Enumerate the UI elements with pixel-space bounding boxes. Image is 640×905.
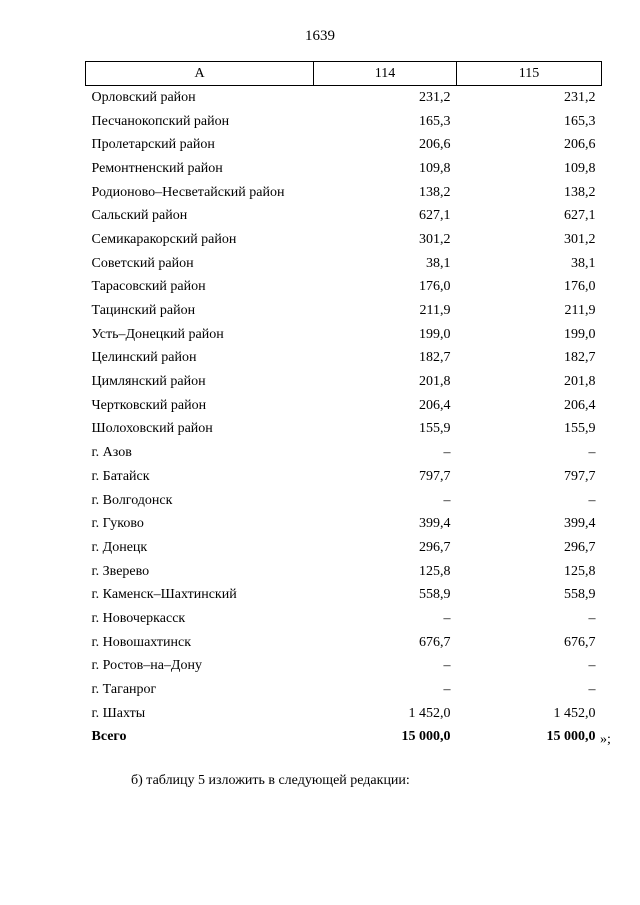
row-name: г. Гуково <box>91 516 144 532</box>
instruction-text: б) таблицу 5 изложить в следующей редакции: <box>131 773 410 788</box>
row-value-114: 1 452,0 <box>408 705 451 721</box>
table-row <box>86 228 602 252</box>
table-row <box>86 299 602 323</box>
table-row <box>86 489 602 513</box>
row-name: Советский район <box>91 255 194 271</box>
row-value-115: 165,3 <box>564 113 596 129</box>
row-value-115: 676,7 <box>564 634 596 650</box>
row-name: г. Волгодонск <box>91 492 173 508</box>
row-value-114: 109,8 <box>419 160 451 176</box>
row-value-115: 199,0 <box>564 326 596 342</box>
row-value-114: – <box>443 658 451 674</box>
table-row <box>86 702 602 726</box>
row-value-115: 627,1 <box>564 208 596 224</box>
table-row <box>86 441 602 465</box>
total-label: Всего <box>91 729 127 745</box>
row-name: Песчанокопский район <box>91 113 230 129</box>
row-name: Шолоховский район <box>91 421 213 437</box>
row-value-114: 211,9 <box>419 303 451 319</box>
row-name: г. Каменск–Шахтинский <box>91 587 237 603</box>
table-row <box>86 631 602 655</box>
page-number: 1639 <box>305 28 335 44</box>
total-value-115: 15 000,0 <box>546 729 596 745</box>
row-value-114: 301,2 <box>419 231 451 247</box>
row-name: Орловский район <box>91 89 196 105</box>
table-row <box>86 347 602 371</box>
row-name: г. Донецк <box>91 539 148 555</box>
row-value-115: 38,1 <box>571 255 596 271</box>
row-value-114: 165,3 <box>419 113 451 129</box>
row-value-115: – <box>588 492 596 508</box>
table-row <box>86 536 602 560</box>
row-value-115: 201,8 <box>564 374 596 390</box>
row-value-115: 211,9 <box>564 303 596 319</box>
row-name: Ремонтненский район <box>91 160 223 176</box>
row-value-114: 676,7 <box>419 634 451 650</box>
row-name: г. Азов <box>91 445 132 461</box>
row-value-114: 797,7 <box>419 468 451 484</box>
table-row <box>86 181 602 205</box>
row-value-115: 206,4 <box>564 397 596 413</box>
table-body <box>86 86 602 750</box>
column-header-a: А <box>86 62 314 86</box>
table-row <box>86 370 602 394</box>
row-value-114: 206,4 <box>419 397 451 413</box>
table-row <box>86 465 602 489</box>
row-name: г. Новочеркасск <box>91 610 186 626</box>
total-row <box>86 726 602 750</box>
table-row <box>86 133 602 157</box>
row-name: Цимлянский район <box>91 374 206 390</box>
row-name: Тацинский район <box>91 303 196 319</box>
row-value-115: 301,2 <box>564 231 596 247</box>
row-value-115: 296,7 <box>564 539 596 555</box>
row-value-114: – <box>443 492 451 508</box>
row-name: Сальский район <box>91 208 188 224</box>
row-value-115: 206,6 <box>564 137 596 153</box>
table-row <box>86 323 602 347</box>
table-row <box>86 252 602 276</box>
row-value-114: – <box>443 445 451 461</box>
table-row <box>86 607 602 631</box>
table-row <box>86 157 602 181</box>
row-value-114: 182,7 <box>419 350 451 366</box>
row-value-114: 627,1 <box>419 208 451 224</box>
row-value-115: 109,8 <box>564 160 596 176</box>
table-row <box>86 204 602 228</box>
row-value-114: 176,0 <box>419 279 451 295</box>
closing-quote: »; <box>600 732 611 747</box>
row-name: г. Новошахтинск <box>91 634 192 650</box>
row-name: Чертковский район <box>91 397 207 413</box>
row-value-115: 138,2 <box>564 184 596 200</box>
row-name: Родионово–Несветайский район <box>91 184 285 200</box>
row-value-115: 399,4 <box>564 516 596 532</box>
total-value-114: 15 000,0 <box>401 729 451 745</box>
row-value-114: 206,6 <box>419 137 451 153</box>
table-row <box>86 394 602 418</box>
row-value-114: 199,0 <box>419 326 451 342</box>
table-row <box>86 276 602 300</box>
row-value-114: 201,8 <box>419 374 451 390</box>
row-name: г. Таганрог <box>91 682 157 698</box>
table-row <box>86 110 602 134</box>
row-name: Усть–Донецкий район <box>91 326 224 342</box>
row-name: г. Шахты <box>91 705 146 721</box>
row-value-115: 125,8 <box>564 563 596 579</box>
row-name: Пролетарский район <box>91 137 215 153</box>
column-header-114: 114 <box>314 62 457 86</box>
column-header-115: 115 <box>457 62 602 86</box>
table-row <box>86 583 602 607</box>
row-value-114: 155,9 <box>419 421 451 437</box>
table-row <box>86 655 602 679</box>
row-name: Семикаракорский район <box>91 231 237 247</box>
row-value-115: – <box>588 682 596 698</box>
row-value-115: 182,7 <box>564 350 596 366</box>
row-name: Тарасовский район <box>91 279 206 295</box>
table-row <box>86 560 602 584</box>
table-header-row <box>86 62 602 86</box>
row-name: Целинский район <box>91 350 197 366</box>
row-value-114: 138,2 <box>419 184 451 200</box>
row-value-114: 296,7 <box>419 539 451 555</box>
budget-table <box>85 61 602 749</box>
row-value-114: 399,4 <box>419 516 451 532</box>
row-value-115: 155,9 <box>564 421 596 437</box>
row-value-114: 231,2 <box>419 89 451 105</box>
row-value-114: – <box>443 610 451 626</box>
row-value-114: 38,1 <box>426 255 451 271</box>
table-row <box>86 512 602 536</box>
table-row <box>86 678 602 702</box>
row-name: г. Батайск <box>91 468 150 484</box>
row-value-115: 1 452,0 <box>553 705 596 721</box>
row-value-115: 558,9 <box>564 587 596 603</box>
row-value-114: 125,8 <box>419 563 451 579</box>
row-value-115: – <box>588 445 596 461</box>
row-value-115: 797,7 <box>564 468 596 484</box>
row-value-114: – <box>443 682 451 698</box>
row-value-115: – <box>588 610 596 626</box>
table-row <box>86 418 602 442</box>
row-name: г. Зверево <box>91 563 150 579</box>
row-value-115: 176,0 <box>564 279 596 295</box>
table-row <box>86 86 602 110</box>
row-value-115: – <box>588 658 596 674</box>
row-value-114: 558,9 <box>419 587 451 603</box>
row-value-115: 231,2 <box>564 89 596 105</box>
row-name: г. Ростов–на–Дону <box>91 658 202 674</box>
